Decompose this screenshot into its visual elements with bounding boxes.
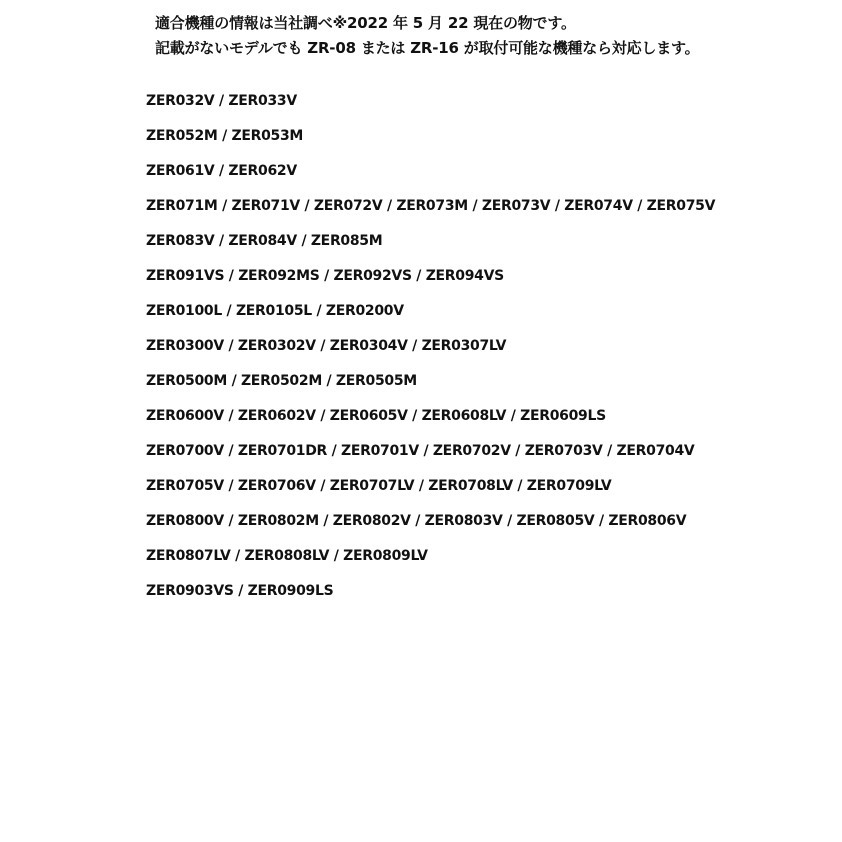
model-row: ZER0903VS / ZER0909LS xyxy=(146,583,334,599)
compatibility-notice xyxy=(155,11,699,61)
compatible-model-list xyxy=(146,91,715,616)
model-row: ZER052M / ZER053M xyxy=(146,128,304,144)
model-row: ZER032V / ZER033V xyxy=(146,93,297,109)
notice-line-source: 適合機種の情報は当社調べ※2022 年 5 月 22 現在の物です。 xyxy=(155,14,576,32)
model-row: ZER0705V / ZER0706V / ZER0707LV / ZER0708LV / ZER0709LV xyxy=(146,478,612,494)
model-row: ZER071M / ZER071V / ZER072V / ZER073M / ZER073V / ZER074V / ZER075V xyxy=(146,198,716,214)
model-row: ZER0800V / ZER0802M / ZER0802V / ZER0803V / ZER0805V / ZER0806V xyxy=(146,513,687,529)
model-row: ZER0600V / ZER0602V / ZER0605V / ZER0608LV / ZER0609LS xyxy=(146,408,606,424)
notice-line-compatibility: 記載がないモデルでも ZR-08 または ZR-16 が取付可能な機種なら対応します。 xyxy=(155,39,700,57)
model-row: ZER0807LV / ZER0808LV / ZER0809LV xyxy=(146,548,428,564)
model-row: ZER0100L / ZER0105L / ZER0200V xyxy=(146,303,404,319)
model-row: ZER061V / ZER062V xyxy=(146,163,297,179)
model-row: ZER091VS / ZER092MS / ZER092VS / ZER094VS xyxy=(146,268,504,284)
model-row: ZER0300V / ZER0302V / ZER0304V / ZER0307LV xyxy=(146,338,507,354)
model-row: ZER083V / ZER084V / ZER085M xyxy=(146,233,383,249)
model-row: ZER0500M / ZER0502M / ZER0505M xyxy=(146,373,417,389)
model-row: ZER0700V / ZER0701DR / ZER0701V / ZER0702V / ZER0703V / ZER0704V xyxy=(146,443,695,459)
